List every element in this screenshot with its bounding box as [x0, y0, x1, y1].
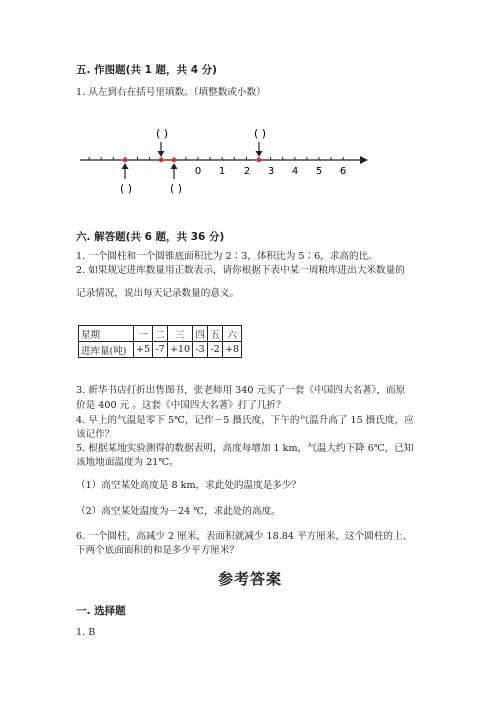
table-day: 二: [153, 326, 168, 342]
table-day: 五: [208, 326, 223, 342]
table-value: +5: [134, 342, 153, 358]
question-6-5-line2: 该地地面温度为 21℃。: [76, 457, 179, 468]
table-value: +8: [223, 342, 242, 358]
question-6-5-sub2: （2）高空某处温度为－24 ℃，求此处的高度。: [76, 506, 281, 517]
bracket-top-2: ( ): [253, 127, 267, 140]
table-header-amount: 进库量(吨): [79, 342, 134, 358]
answers-title: 参考答案: [217, 570, 282, 588]
table-day: 四: [193, 326, 208, 342]
answer-1: 1. B: [76, 627, 96, 638]
table-value: -2: [208, 342, 223, 358]
tick-label-6: 6: [339, 166, 347, 177]
section-5-heading: 五. 作图题(共 1 题，共 4 分): [76, 64, 217, 76]
question-6-2-line2: 记录情况，说出每天记录数量的意义。: [76, 288, 240, 299]
question-6-5-line1: 5. 根据某地实验测得的数据表明，高度每增加 1 km，气温大约下降 6℃，已知: [76, 443, 414, 454]
question-6-6-line1: 6. 一个圆柱，高减少 2 厘米，表面积就减少 18.84 平方厘米，这个圆柱的上、: [76, 531, 413, 542]
table-day: 一: [134, 326, 153, 342]
table-day: 三: [168, 326, 193, 342]
tick-label-2: 2: [243, 166, 251, 177]
section-6-heading: 六. 解答题(共 6 题，共 36 分): [76, 231, 225, 243]
question-6-4-line2: 该记作？: [76, 429, 115, 440]
question-6-4-line1: 4. 早上的气温是零下 5℃，记作－5 摄氏度，下午的气温升高了 15 摄氏度，应: [76, 415, 414, 426]
question-5-1: 1. 从左到右在括号里填数。（填整数或小数）: [76, 87, 266, 98]
question-6-3-line2: 价是 400 元 。这套《中国四大名著》打了几折？: [76, 400, 286, 411]
question-6-2-line1: 2. 如果规定进库数量用正数表示，请你根据下表中某一周粮库进出大米数量的: [76, 265, 405, 276]
stock-table: [78, 325, 242, 358]
number-line: [70, 120, 370, 200]
point-a: [123, 158, 128, 163]
table-value: -3: [193, 342, 208, 358]
question-6-6-line2: 下两个底面面积的和是多少平方厘米？: [76, 545, 240, 556]
number-line-arrow: [360, 156, 368, 164]
bracket-bottom-2: ( ): [169, 182, 183, 195]
table-day: 六: [223, 326, 242, 342]
point-b: [159, 158, 164, 163]
answers-section-1-heading: 一. 选择题: [76, 605, 126, 617]
bracket-bottom-1: ( ): [119, 182, 133, 195]
table-row: [79, 326, 242, 342]
tick-label-3: 3: [267, 166, 275, 177]
table-value: +10: [168, 342, 193, 358]
tick-label-5: 5: [315, 166, 323, 177]
table-value: -7: [153, 342, 168, 358]
question-6-3-line1: 3. 新华书店打折出售图书，张老师用 340 元买了一套《中国四大名著》，而原: [76, 385, 406, 396]
table-header-weekday: 星期: [79, 326, 134, 342]
point-d: [257, 158, 262, 163]
tick-label-0: 0: [194, 166, 202, 177]
table-row: [79, 342, 242, 358]
point-c: [172, 158, 177, 163]
tick-label-4: 4: [291, 166, 299, 177]
tick-label-1: 1: [218, 166, 226, 177]
question-6-5-sub1: （1）高空某处高度是 8 km，求此处的温度是多少？: [76, 480, 302, 491]
question-6-1: 1. 一个圆柱和一个圆锥底面积比为 2∶3，体积比为 5∶6，求高的比。: [76, 251, 378, 262]
bracket-top-1: ( ): [155, 127, 169, 140]
